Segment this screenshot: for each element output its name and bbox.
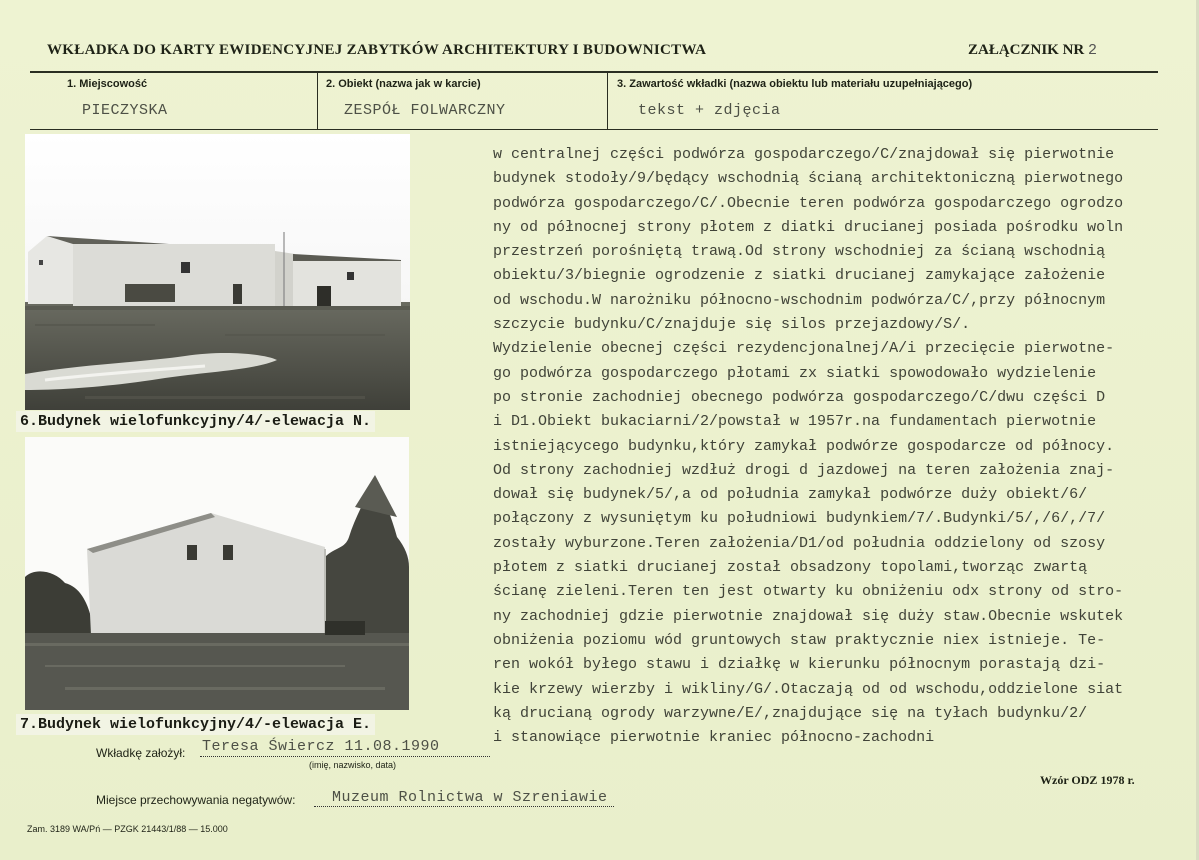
description-line: obiektu/3/biegnie ogrodzenie z siatki drucianej zamykające założenie [493,267,1106,285]
object-value: ZESPÓŁ FOLWARCZNY [344,102,506,119]
photo-building-east-image [25,437,409,710]
description-line: dował się budynek/5/,a od południa zamykał podwórze duży obiekt/6/ [493,486,1088,504]
place-value: PIECZYSKA [82,102,168,119]
annex-text: ZAŁĄCZNIK NR [968,42,1085,58]
field-divider-1 [317,73,318,129]
description-line: obniżenia poziomu wód gruntowych staw praktycznie niex istnieje. Te- [493,631,1106,649]
description-line: w centralnej części podwórza gospodarczego/C/znajdował się pierwotnie [493,146,1115,163]
photo-caption-east: 7.Budynek wielofunkcyjny/4/-elewacja E. [16,714,375,735]
annex-number: 2 [1088,42,1098,59]
field-divider-2 [607,73,608,129]
photo-building-north [25,134,410,410]
description-line: ny od północnej strony płotem z diatki drucianej posiada pośrodku woln [493,218,1124,236]
model-number: Wzór ODZ 1978 r. [1040,773,1135,787]
content-value: tekst + zdjęcia [638,102,781,119]
photo-caption-north: 6.Budynek wielofunkcyjny/4/-elewacja N. [16,411,375,432]
place-label: 1. Miejscowość [67,78,148,90]
negatives-label: Miejsce przechowywania negatywów: [96,793,296,807]
description-line: szczycie budynku/C/znajduje się silos przejazdowy/S/. [493,316,971,334]
photo-building-north-image [25,134,410,410]
description-line: podwórza gospodarczego/C/.Obecnie teren podwórza gospodarczego ogrodzo [493,194,1124,212]
description-line: i stanowiące pierwotnie kraniec północno-zachodni [493,729,935,747]
description-line: po stronie zachodniej obecnego podwórza gospodarczego/C/dwu części D [493,388,1106,406]
description-line: płotem z siatki drucianej został obsadzony topolami,tworząc zwartą [493,559,1088,577]
description-line: ką drucianą ogrody warzywne/E/,znajdujące się na tyłach budynku/2/ [493,704,1088,722]
description-line: połączony z wysuniętym ku południowi budynkiem/7/.Budynki/5/,/6/,/7/ [493,510,1106,528]
order-number: Zam. 3189 WA/Pń — PZGK 21443/1/88 — 15.000 [27,824,228,834]
description-line: ścianę zieleni.Teren ten jest otwarty ku obniżeniu odx strony od stro- [493,583,1124,601]
description-line: od wschodu.W narożniku północno-wschodnim podwórza/C/,przy północnym [493,291,1106,309]
field-table-bottom-rule [30,129,1158,130]
author-dotted-line [200,756,490,757]
form-title: WKŁADKA DO KARTY EWIDENCYJNEJ ZABYTKÓW ARCHITEKTURY I BUDOWNICTWA [47,42,707,58]
description-text [493,143,1193,750]
content-label: 3. Zawartość wkładki (nazwa obiektu lub materiału uzupełniającego) [617,78,973,90]
description-line: przestrzeń porośniętą trawą.Od strony wschodniej za ścianą wschodnią [493,243,1106,261]
author-label: Wkładkę założył: [96,746,186,760]
description-line: budynek stodoły/9/będący wschodnią ścianą architektoniczną pierwotnego [493,170,1124,188]
description-line: Od strony zachodniej wzdłuż drogi d jazdowej na teren założenia znaj- [493,461,1115,479]
author-value: Teresa Świercz 11.08.1990 [202,738,440,755]
author-hint: (imię, nazwisko, data) [309,760,397,770]
description-line: Wydzielenie obecnej części rezydencjonalnej/A/i przecięcie pierwotne- [493,340,1115,358]
photo-building-east [25,437,409,710]
annex-label [968,42,1097,59]
description-line: i D1.Obiekt bukaciarni/2/powstał w 1957r.na fundamentach pierwotnie [493,413,1097,431]
negatives-value: Muzeum Rolnictwa w Szreniawie [332,789,608,806]
object-label: 2. Obiekt (nazwa jak w karcie) [326,78,481,90]
field-table-top-rule [30,71,1158,73]
description-line: zostały wyburzone.Teren założenia/D1/od południa oddzielony od szosy [493,534,1106,552]
description-line: ny zachodniej gdzie pierwotnie znajdował się duży staw.Obecnie wskutek [493,607,1124,625]
negatives-dotted-line [314,806,614,807]
description-line: go podwórza gospodarczego płotami zx siatki spowodowało wydzielenie [493,364,1097,382]
description-line: istniejącycego budynku,który zamykał podwórze gospodarcze od północy. [493,437,1115,455]
description-line: kie krzewy wierzby i wikliny/G/.Otaczają od od wschodu,oddzielone siat [493,680,1124,698]
description-line: ren wokół byłego stawu i działkę w kierunku północnym porastają dzi- [493,656,1106,674]
